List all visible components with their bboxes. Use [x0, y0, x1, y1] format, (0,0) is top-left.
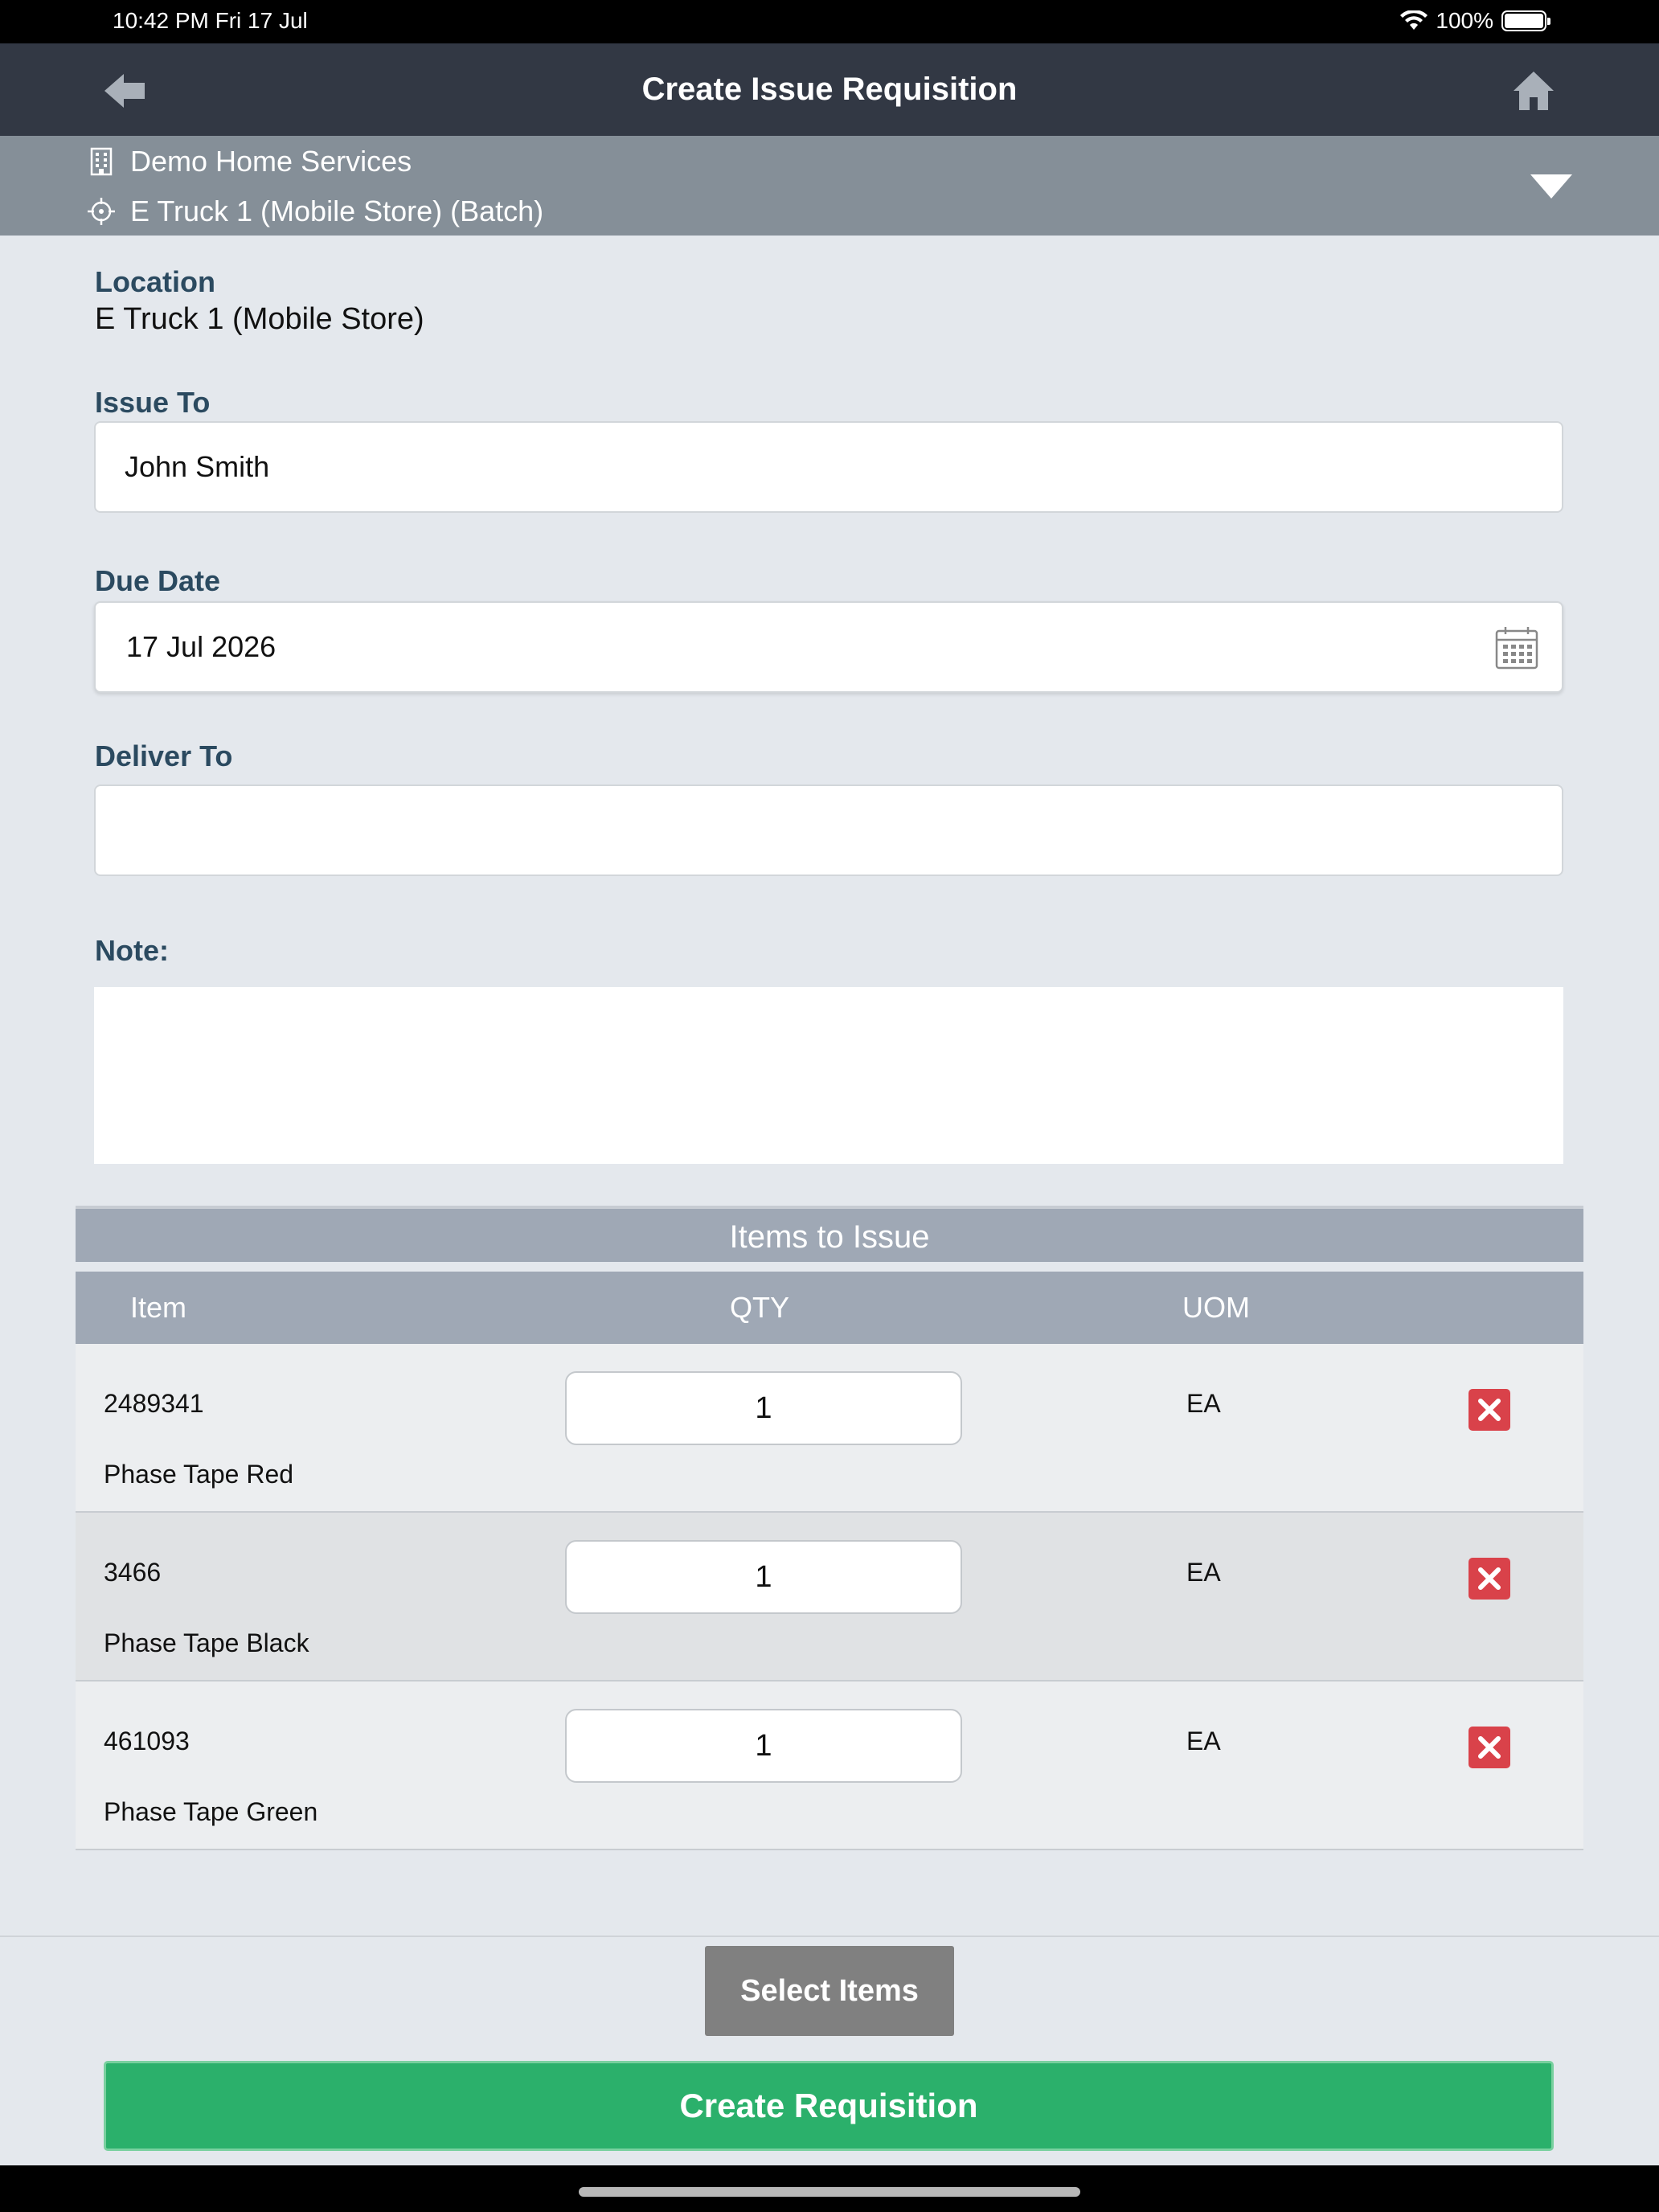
item-code: 2489341 [104, 1389, 204, 1418]
item-description: Phase Tape Red [104, 1460, 294, 1489]
qty-input[interactable]: 1 [565, 1540, 962, 1614]
due-date-value: 17 Jul 2026 [126, 630, 276, 663]
footer-divider [0, 1936, 1659, 1937]
battery-icon [1501, 10, 1546, 31]
due-date-field[interactable] [94, 601, 1563, 693]
deliver-to-label: Deliver To [95, 739, 233, 772]
items-column-header [76, 1272, 1583, 1344]
issue-to-label: Issue To [95, 386, 211, 419]
column-item: Item [130, 1291, 187, 1324]
calendar-icon[interactable] [1494, 625, 1539, 670]
status-right [1400, 8, 1546, 34]
delete-x-icon[interactable] [1469, 1389, 1510, 1431]
deliver-to-field[interactable] [94, 784, 1563, 876]
home-indicator[interactable] [579, 2187, 1080, 2197]
table-row [76, 1682, 1583, 1850]
store-location: E Truck 1 (Mobile Store) (Batch) [130, 195, 544, 227]
delete-x-icon[interactable] [1469, 1558, 1510, 1600]
nav-bar [0, 43, 1659, 136]
item-code: 461093 [104, 1727, 190, 1755]
crosshair-icon [87, 197, 116, 226]
issue-to-field[interactable] [94, 421, 1563, 513]
qty-input[interactable]: 1 [565, 1371, 962, 1445]
select-items-button[interactable]: Select Items [705, 1946, 954, 2036]
location-row [87, 189, 543, 234]
company-name: Demo Home Services [130, 145, 412, 178]
location-label: Location [95, 265, 215, 298]
back-arrow-icon[interactable] [103, 71, 148, 111]
table-row [76, 1513, 1583, 1682]
item-description: Phase Tape Black [104, 1628, 309, 1657]
item-code: 3466 [104, 1558, 162, 1587]
status-time: 10:42 PM Fri 17 Jul [113, 8, 308, 33]
column-qty: QTY [730, 1291, 790, 1324]
context-bar[interactable] [0, 136, 1659, 236]
status-bar [0, 0, 1659, 43]
company-row [87, 139, 412, 184]
issue-to-value: John Smith [125, 450, 270, 483]
item-uom: EA [1186, 1389, 1221, 1418]
qty-input[interactable]: 1 [565, 1709, 962, 1783]
wifi-icon [1400, 10, 1428, 31]
column-uom: UOM [1182, 1291, 1250, 1324]
items-section-title: Items to Issue [76, 1206, 1583, 1262]
item-description: Phase Tape Green [104, 1797, 318, 1826]
due-date-label: Due Date [95, 564, 221, 597]
home-icon[interactable] [1511, 69, 1556, 113]
item-uom: EA [1186, 1558, 1221, 1587]
building-icon [87, 147, 116, 176]
caret-down-icon[interactable] [1530, 174, 1572, 199]
note-textarea[interactable] [94, 987, 1563, 1164]
battery-percent: 100% [1436, 8, 1493, 33]
page-title: Create Issue Requisition [641, 72, 1018, 107]
table-row [76, 1344, 1583, 1513]
note-label: Note: [95, 934, 169, 967]
create-requisition-button[interactable]: Create Requisition [104, 2061, 1554, 2151]
delete-x-icon[interactable] [1469, 1727, 1510, 1768]
location-value: E Truck 1 (Mobile Store) [95, 302, 424, 336]
item-uom: EA [1186, 1727, 1221, 1755]
